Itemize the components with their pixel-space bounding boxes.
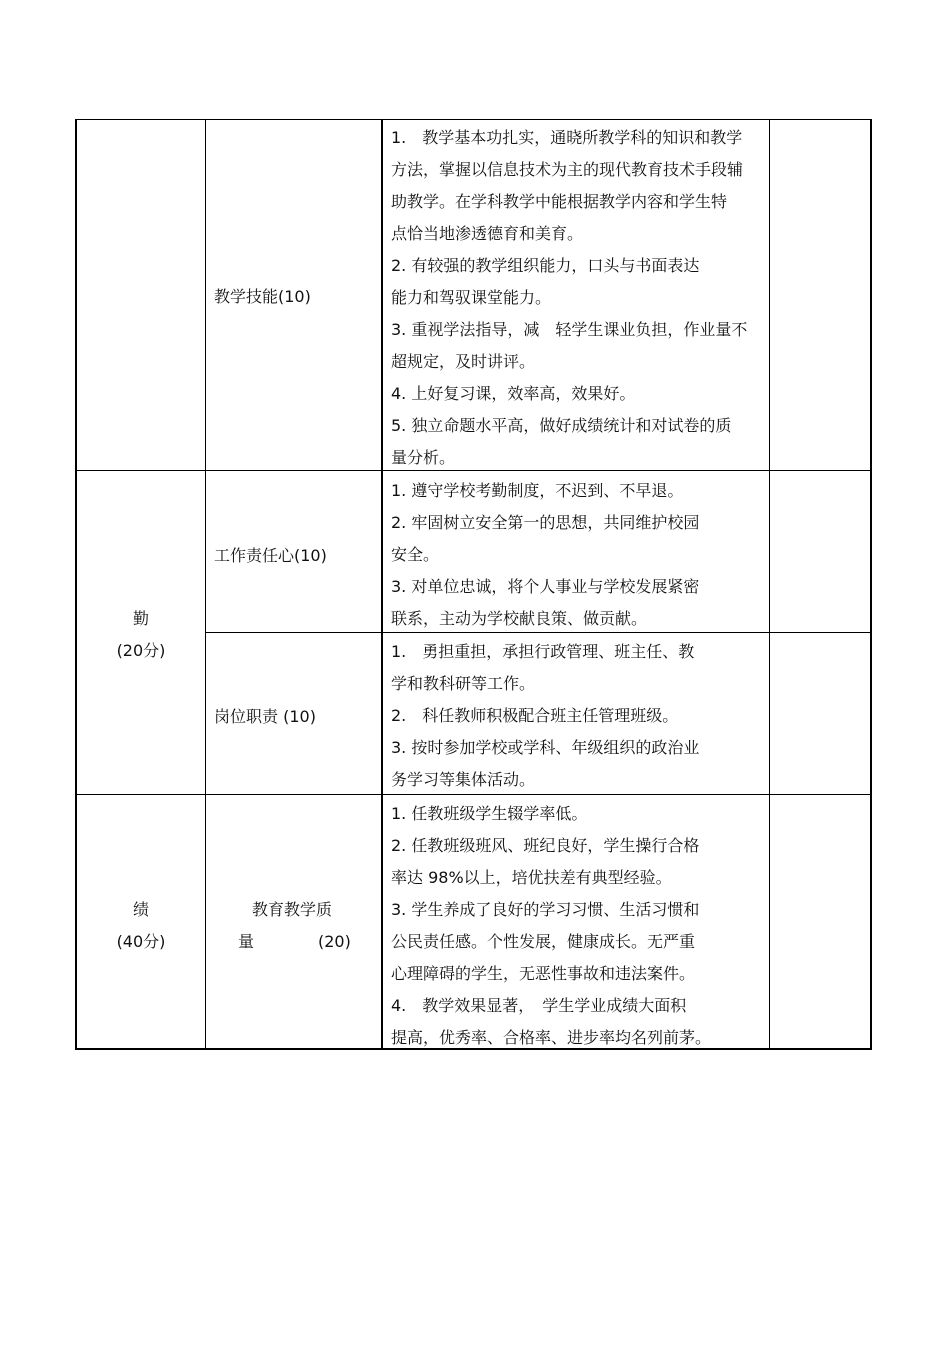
category-cell-diligence <box>77 603 205 667</box>
item-label: 教学技能(10) <box>214 287 311 306</box>
category-score: (40分) <box>116 932 166 951</box>
criteria-line: 2. 有较强的教学组织能力，口头与书面表达 <box>391 256 700 275</box>
criteria-line: 1. 教学基本功扎实，通晓所教学科的知识和教学 <box>391 128 743 147</box>
item-cell-post-duty <box>206 701 381 733</box>
item-label: 教育教学质 <box>252 900 333 919</box>
item-label: 工作责任心(10) <box>214 546 327 565</box>
criteria-cell-post-duty <box>383 636 769 796</box>
criteria-line: 方法，掌握以信息技术为主的现代教育技术手段辅 <box>391 160 744 179</box>
table-border-right <box>870 119 872 1050</box>
criteria-line: 2. 牢固树立安全第一的思想，共同维护校园 <box>391 513 700 532</box>
criteria-line: 联系，主动为学校献良策、做贡献。 <box>391 609 648 628</box>
criteria-line: 提高，优秀率、合格率、进步率均名列前茅。 <box>391 1028 712 1047</box>
category-score: (20分) <box>116 641 166 660</box>
criteria-line: 超规定，及时讲评。 <box>391 352 536 371</box>
criteria-line: 务学习等集体活动。 <box>391 770 536 789</box>
item-label: 量 (20) <box>238 932 351 951</box>
item-cell-education-quality <box>206 894 381 958</box>
criteria-line: 点恰当地渗透德育和美育。 <box>391 224 584 243</box>
category-name: 勤 <box>132 609 149 628</box>
criteria-cell-teaching-skill <box>383 122 803 474</box>
criteria-line: 公民责任感。个性发展，健康成长。无严重 <box>391 932 696 951</box>
criteria-line: 率达 98%以上，培优扶差有典型经验。 <box>391 868 672 887</box>
criteria-line: 3. 重视学法指导，减 轻学生课业负担，作业量不 <box>391 320 748 339</box>
criteria-line: 学和教科研等工作。 <box>391 674 536 693</box>
criteria-line: 安全。 <box>391 545 440 564</box>
criteria-line: 4. 教学效果显著， 学生学业成绩大面积 <box>391 996 687 1015</box>
criteria-line: 3. 按时参加学校或学科、年级组织的政治业 <box>391 738 700 757</box>
item-cell-responsibility <box>206 540 381 572</box>
criteria-line: 1. 勇担重担，承担行政管理、班主任、教 <box>391 642 695 661</box>
criteria-line: 心理障碍的学生，无恶性事故和违法案件。 <box>391 964 696 983</box>
criteria-cell-responsibility <box>383 475 769 635</box>
criteria-line: 2. 科任教师积极配合班主任管理班级。 <box>391 706 679 725</box>
criteria-line: 3. 学生养成了良好的学习习惯、生活习惯和 <box>391 900 700 919</box>
criteria-line: 量分析。 <box>391 448 456 467</box>
table-border-top <box>75 119 872 120</box>
criteria-line: 3. 对单位忠诚，将个人事业与学校发展紧密 <box>391 577 700 596</box>
criteria-cell-education-quality <box>383 798 769 1054</box>
item-label: 岗位职责 (10) <box>214 707 316 726</box>
item-cell-teaching-skill <box>206 281 381 313</box>
criteria-line: 1. 遵守学校考勤制度，不迟到、不早退。 <box>391 481 684 500</box>
criteria-line: 4. 上好复习课，效率高，效果好。 <box>391 384 636 403</box>
category-name: 绩 <box>132 900 149 919</box>
category-cell-performance <box>77 894 205 958</box>
criteria-line: 1. 任教班级学生辍学率低。 <box>391 804 588 823</box>
criteria-line: 2. 任教班级班风、班纪良好，学生操行合格 <box>391 836 700 855</box>
criteria-line: 能力和驾驭课堂能力。 <box>391 288 552 307</box>
criteria-line: 5. 独立命题水平高，做好成绩统计和对试卷的质 <box>391 416 732 435</box>
criteria-line: 助教学。在学科教学中能根据教学内容和学生特 <box>391 192 728 211</box>
